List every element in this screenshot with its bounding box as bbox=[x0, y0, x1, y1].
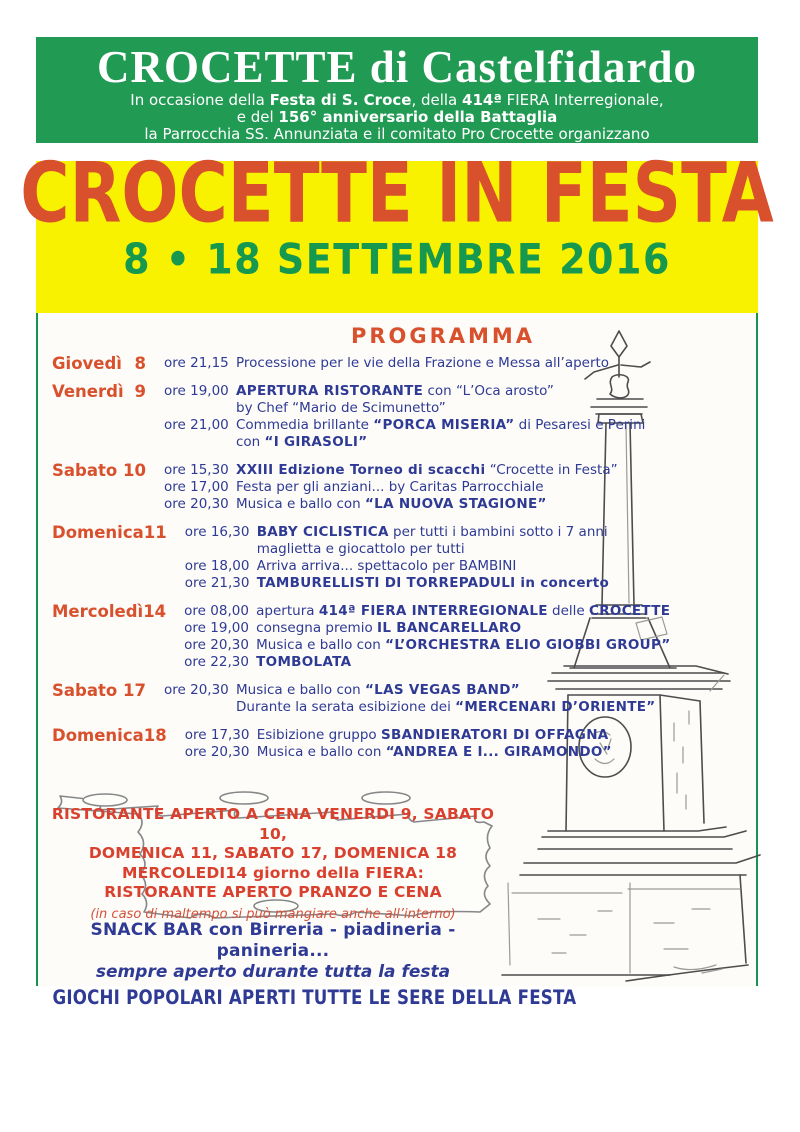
text-segment: TOMBOLATA bbox=[256, 654, 352, 670]
header-subtitle-line-3 bbox=[36, 126, 758, 143]
event-description bbox=[230, 383, 645, 417]
event-row bbox=[184, 620, 670, 637]
day-events bbox=[164, 355, 609, 372]
text-segment: Processione per le vie della Frazione e Messa all’aperto bbox=[236, 355, 610, 371]
event-time: ore 19,00 bbox=[184, 620, 249, 636]
event-line bbox=[256, 637, 670, 654]
schedule-row bbox=[52, 354, 610, 373]
text-segment: APERTURA RISTORANTE bbox=[236, 383, 424, 399]
event-description bbox=[250, 654, 670, 671]
day-events bbox=[164, 383, 645, 451]
text-segment: In occasione della bbox=[130, 91, 270, 109]
text-segment: “ANDREA E I... GIRAMONDO” bbox=[385, 744, 612, 760]
schedule-row bbox=[52, 681, 656, 716]
text-segment: e del bbox=[236, 108, 279, 126]
event-line bbox=[257, 524, 609, 541]
day-number: 9 bbox=[134, 382, 146, 401]
event-row bbox=[164, 479, 618, 496]
text-segment: Musica e ballo con bbox=[256, 637, 386, 653]
event-time: ore 20,30 bbox=[184, 637, 249, 653]
snack-bar-always-open-line: sempre aperto durante tutta la festa bbox=[95, 962, 451, 982]
text-segment: BABY CICLISTICA bbox=[256, 524, 389, 540]
header-subtitle-line-2 bbox=[36, 109, 758, 126]
day-cell bbox=[52, 524, 185, 592]
event-line bbox=[236, 496, 618, 513]
text-segment: 156° anniversario della Battaglia bbox=[278, 108, 558, 126]
day-cell bbox=[52, 727, 185, 761]
event-time: ore 22,30 bbox=[184, 654, 249, 670]
event-row bbox=[185, 558, 609, 575]
event-time: ore 15,30 bbox=[164, 462, 229, 478]
day-number: 8 bbox=[134, 354, 146, 373]
text-segment: Esibizione gruppo bbox=[256, 727, 381, 743]
event-line bbox=[257, 744, 612, 761]
parchment-line: RISTORANTE APERTO A CENA VENERDI 9, SABATO 10, bbox=[51, 805, 495, 843]
text-segment: Festa per gli anziani... by Caritas Parrocchiale bbox=[236, 479, 544, 495]
festival-banner bbox=[20, 145, 774, 313]
schedule-row bbox=[52, 726, 612, 761]
event-time: ore 20,30 bbox=[184, 744, 250, 760]
event-row bbox=[164, 355, 609, 372]
giochi-popolari-line: GIOCHI POPOLARI APERTI TUTTE LE SERE DELLA FESTA bbox=[52, 986, 577, 1010]
schedule-row bbox=[52, 461, 618, 513]
header-subtitle-line-1 bbox=[36, 92, 758, 109]
event-line bbox=[256, 654, 670, 671]
day-number: 10 bbox=[123, 461, 146, 480]
day-cell bbox=[52, 603, 184, 671]
event-time: ore 08,00 bbox=[184, 603, 249, 619]
poster bbox=[20, 37, 774, 1010]
event-row bbox=[184, 654, 670, 671]
event-row bbox=[184, 603, 670, 620]
schedule bbox=[52, 354, 671, 772]
event-description bbox=[251, 727, 612, 744]
event-line bbox=[236, 699, 655, 716]
day-name: Mercoledì bbox=[52, 602, 144, 621]
bottom-notices bbox=[48, 920, 577, 1010]
event-line bbox=[236, 479, 618, 496]
text-segment: Durante la serata esibizione dei bbox=[236, 699, 456, 715]
text-segment: , della bbox=[411, 91, 463, 109]
event-line bbox=[236, 400, 645, 417]
event-row bbox=[164, 496, 618, 513]
text-segment: apertura bbox=[256, 603, 319, 619]
event-line bbox=[236, 682, 655, 699]
day-name: Domenica bbox=[52, 726, 144, 745]
text-segment: “PORCA MISERIA” bbox=[373, 417, 515, 433]
day-name: Sabato bbox=[52, 681, 118, 700]
text-segment: “LAS VEGAS BAND” bbox=[365, 682, 520, 698]
poster-header bbox=[36, 37, 758, 143]
event-line bbox=[257, 575, 609, 592]
event-time: ore 19,00 bbox=[164, 383, 229, 399]
event-time: ore 17,00 bbox=[164, 479, 229, 495]
event-row bbox=[164, 383, 645, 417]
text-segment: 414ª bbox=[462, 91, 502, 109]
text-segment: 414ª FIERA INTERREGIONALE bbox=[318, 603, 548, 619]
text-segment: Musica e ballo con bbox=[256, 744, 386, 760]
event-time: ore 20,30 bbox=[164, 682, 229, 698]
event-description bbox=[230, 355, 609, 372]
event-line bbox=[257, 541, 609, 558]
text-segment: FIERA Interregionale, bbox=[501, 91, 664, 109]
day-cell bbox=[52, 355, 164, 372]
event-description bbox=[230, 682, 655, 716]
day-number: 17 bbox=[123, 681, 146, 700]
event-line bbox=[256, 603, 670, 620]
program-section bbox=[36, 313, 758, 1010]
day-number: 14 bbox=[143, 602, 167, 621]
event-description bbox=[251, 744, 612, 761]
text-segment: con bbox=[236, 434, 265, 450]
event-line bbox=[236, 434, 645, 451]
text-segment: Musica e ballo con bbox=[236, 682, 365, 698]
event-time: ore 21,30 bbox=[184, 575, 250, 591]
event-row bbox=[184, 637, 670, 654]
program-heading: PROGRAMMA bbox=[350, 324, 536, 348]
event-description bbox=[230, 417, 645, 451]
day-name: Giovedì bbox=[52, 354, 122, 373]
event-description bbox=[250, 603, 670, 620]
day-name: Venerdì bbox=[52, 382, 124, 401]
event-description bbox=[230, 496, 618, 513]
text-segment: IL BANCARELLARO bbox=[377, 620, 522, 636]
text-segment: maglietta e giocattolo per tutti bbox=[256, 541, 465, 557]
day-number: 11 bbox=[143, 523, 167, 542]
locality-title: CROCETTE di Castelfidardo bbox=[96, 42, 698, 92]
event-time: ore 18,00 bbox=[184, 558, 250, 574]
snack-bar-line: SNACK BAR con Birreria - piadineria - panineria... bbox=[90, 920, 456, 961]
day-name: Domenica bbox=[52, 523, 144, 542]
parchment-line: DOMENICA 11, SABATO 17, DOMENICA 18 bbox=[88, 844, 458, 862]
text-segment: Festa di S. Croce bbox=[269, 91, 412, 109]
event-time: ore 17,30 bbox=[184, 727, 250, 743]
festival-dates: 8 • 18 SETTEMBRE 2016 bbox=[123, 234, 671, 284]
event-time: ore 21,00 bbox=[164, 417, 229, 433]
restaurant-notice-parchment bbox=[48, 790, 498, 922]
text-segment: con “L’Oca arosto” bbox=[423, 383, 554, 399]
text-segment: “Crocette in Festa” bbox=[485, 462, 618, 478]
day-number: 18 bbox=[143, 726, 167, 745]
text-segment: XXIII Edizione Torneo di scacchi bbox=[236, 462, 486, 478]
event-description bbox=[251, 575, 609, 592]
day-cell bbox=[52, 462, 164, 513]
parchment-lines bbox=[48, 790, 498, 903]
event-time: ore 20,30 bbox=[164, 496, 229, 512]
event-row bbox=[185, 727, 612, 744]
parchment-line: MERCOLEDI14 giorno della FIERA: bbox=[122, 863, 424, 882]
event-row bbox=[185, 575, 609, 592]
event-row bbox=[164, 417, 645, 451]
text-segment: di Pesaresi e Perini bbox=[514, 417, 646, 433]
event-line bbox=[236, 355, 609, 372]
event-row bbox=[185, 524, 609, 558]
text-segment: “L’ORCHESTRA ELIO GIOBBI GROUP” bbox=[385, 637, 671, 653]
text-segment: “LA NUOVA STAGIONE” bbox=[365, 496, 547, 512]
day-cell bbox=[52, 383, 164, 451]
event-line bbox=[236, 383, 645, 400]
event-description bbox=[230, 462, 618, 479]
event-time: ore 16,30 bbox=[184, 524, 250, 540]
text-segment: Arriva arriva... spettacolo per BAMBINI bbox=[256, 558, 517, 574]
schedule-row bbox=[52, 523, 610, 592]
event-row bbox=[164, 682, 655, 716]
text-segment: delle bbox=[547, 603, 590, 619]
event-line bbox=[256, 620, 670, 637]
event-time: ore 21,15 bbox=[164, 355, 229, 371]
schedule-row bbox=[52, 382, 646, 451]
event-line bbox=[236, 417, 645, 434]
day-events bbox=[185, 727, 612, 761]
event-line bbox=[257, 558, 609, 575]
parchment-line: RISTORANTE APERTO PRANZO E CENA bbox=[104, 883, 442, 901]
day-events bbox=[164, 682, 655, 716]
text-segment: “I GIRASOLI” bbox=[264, 434, 368, 450]
parchment-note: (in caso di maltempo si può mangiare anche all’interno) bbox=[90, 906, 456, 922]
text-segment: la Parrocchia SS. Annunziata e il comitato Pro Crocette organizzano bbox=[144, 125, 650, 143]
festival-title: CROCETTE IN FESTA bbox=[20, 145, 774, 243]
event-description bbox=[251, 524, 609, 558]
text-segment: Musica e ballo con bbox=[236, 496, 365, 512]
event-line bbox=[257, 727, 612, 744]
event-description bbox=[251, 558, 609, 575]
event-line bbox=[236, 462, 618, 479]
event-row bbox=[164, 462, 618, 479]
text-segment: consegna premio bbox=[256, 620, 378, 636]
day-events bbox=[184, 603, 670, 671]
text-segment: “MERCENARI D’ORIENTE” bbox=[455, 699, 656, 715]
day-cell bbox=[52, 682, 164, 716]
text-segment: CROCETTE bbox=[589, 603, 671, 619]
text-segment: by Chef “Mario de Scimunetto” bbox=[236, 400, 446, 416]
day-name: Sabato bbox=[52, 461, 118, 480]
day-events bbox=[164, 462, 618, 513]
text-segment: SBANDIERATORI DI OFFAGNA bbox=[380, 727, 609, 743]
schedule-row bbox=[52, 602, 671, 671]
event-row bbox=[185, 744, 612, 761]
day-events bbox=[185, 524, 609, 592]
event-description bbox=[230, 479, 618, 496]
text-segment: per tutti i bambini sotto i 7 anni bbox=[388, 524, 608, 540]
text-segment: TAMBURELLISTI DI TORREPADULI in concerto bbox=[256, 575, 610, 591]
text-segment: Commedia brillante bbox=[236, 417, 374, 433]
event-description bbox=[250, 637, 670, 654]
event-description bbox=[250, 620, 670, 637]
